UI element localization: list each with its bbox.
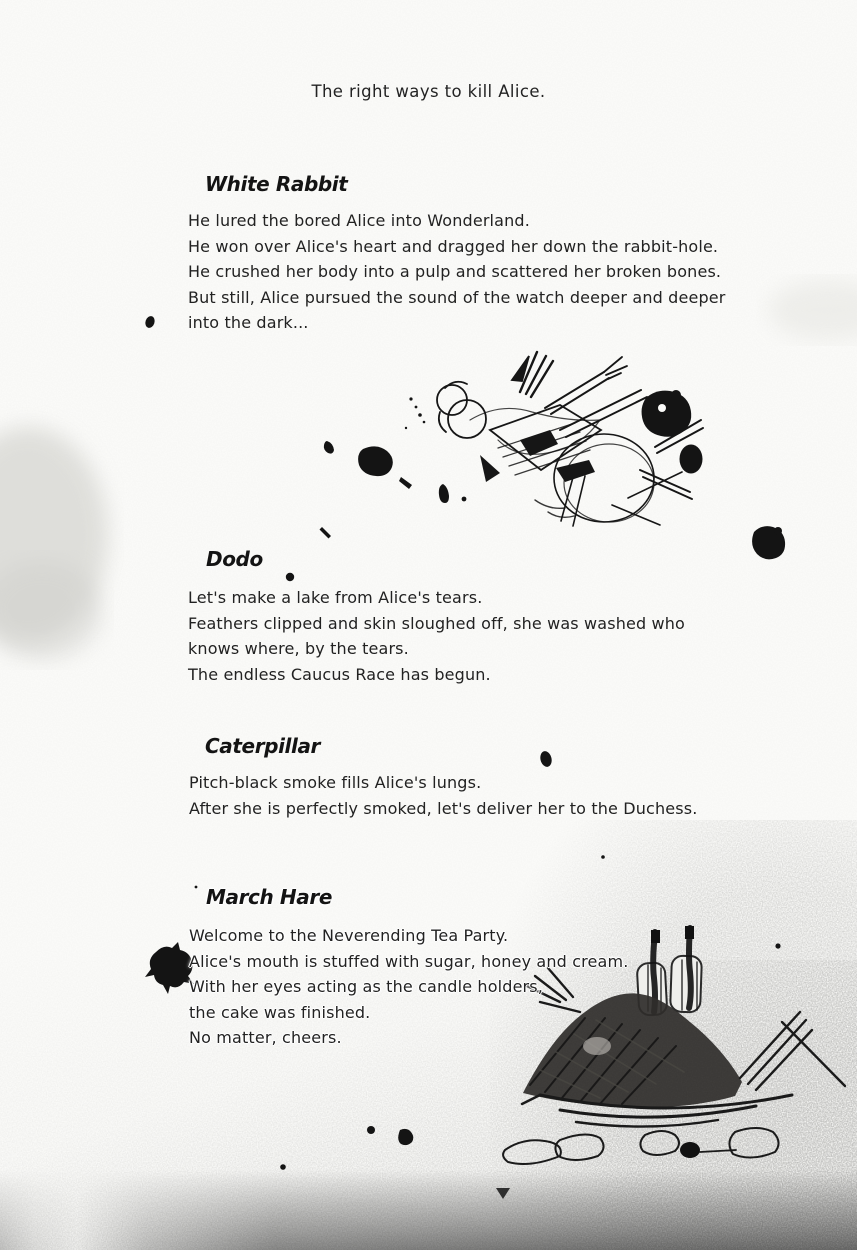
text-line: The endless Caucus Race has begun. <box>188 664 491 684</box>
page-title: The right ways to kill Alice. <box>311 82 546 101</box>
text-line: Let's make a lake from Alice's tears. <box>188 588 483 607</box>
text-line: Alice's mouth is stuffed with sugar, honey and cream. <box>189 951 629 971</box>
text-line: With her eyes acting as the candle holders, <box>189 977 544 996</box>
dodo-passage <box>188 585 685 687</box>
text-line: into the dark... <box>188 313 309 332</box>
section-heading-white-rabbit: White Rabbit <box>205 172 348 196</box>
bottom-shadow-band <box>0 1170 857 1250</box>
caterpillar-passage <box>189 770 697 821</box>
section-heading-caterpillar: Caterpillar <box>205 734 321 758</box>
text-line: He lured the bored Alice into Wonderland. <box>188 211 530 230</box>
text-line: After she is perfectly smoked, let's deliver her to the Duchess. <box>189 798 698 818</box>
text-line: the cake was finished. <box>189 1002 371 1022</box>
march-hare-passage <box>189 923 628 1051</box>
text-line: Welcome to the Neverending Tea Party. <box>189 926 509 945</box>
text-line: Feathers clipped and skin sloughed off, she was washed who <box>188 613 685 633</box>
text-line: knows where, by the tears. <box>188 639 409 658</box>
text-line: No matter, cheers. <box>189 1028 342 1047</box>
white-rabbit-passage <box>188 208 726 336</box>
section-heading-dodo: Dodo <box>206 547 263 571</box>
text-line: He crushed her body into a pulp and scattered her broken bones. <box>188 262 722 281</box>
text-line: But still, Alice pursued the sound of the watch deeper and deeper <box>188 287 726 307</box>
text-line: He won over Alice's heart and dragged her down the rabbit-hole. <box>188 236 719 256</box>
text-line: Pitch-black smoke fills Alice's lungs. <box>189 773 482 792</box>
section-heading-march-hare: March Hare <box>206 885 332 909</box>
